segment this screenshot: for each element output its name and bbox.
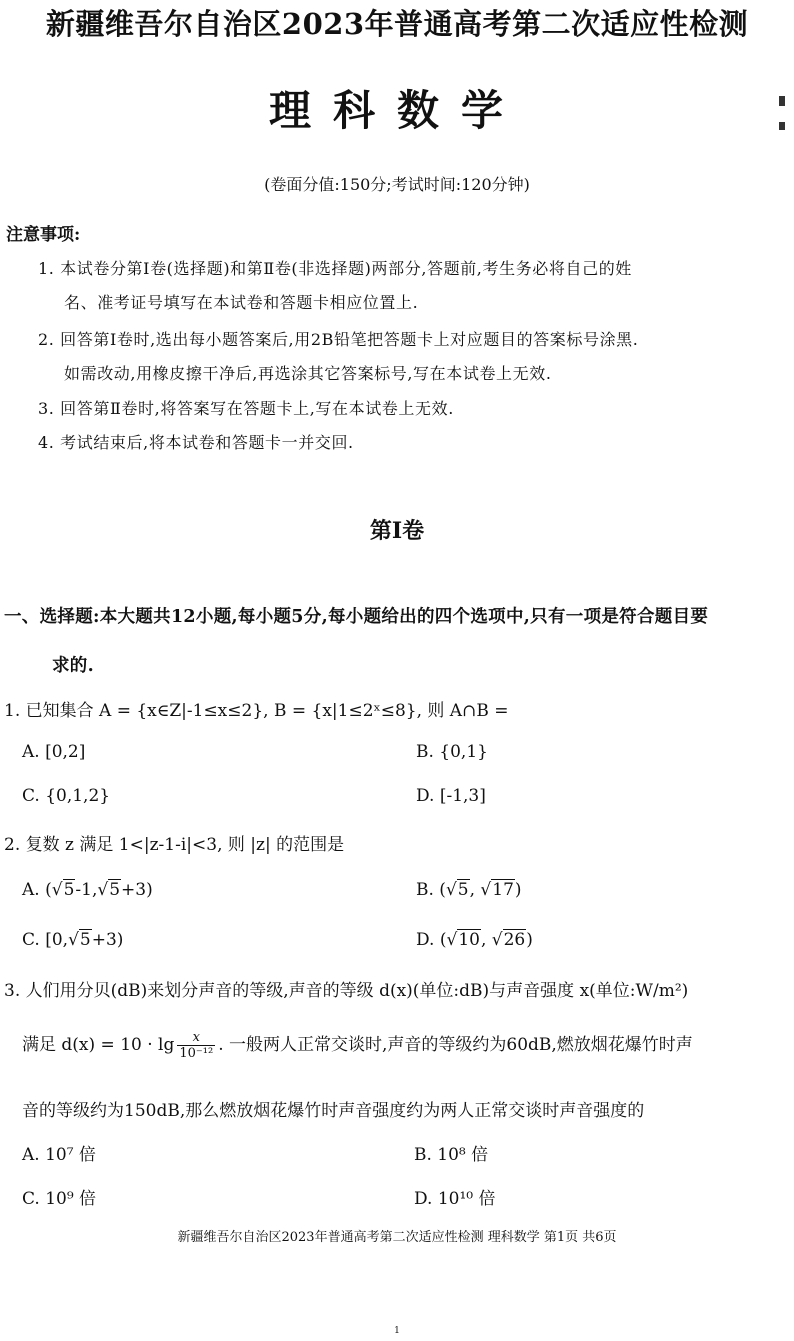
q1-option-d: D. [-1,3] [416,786,486,806]
q2-option-c: C. [0,√5+3) [22,930,124,950]
notice-title: 注意事项: [6,225,81,245]
scan-mark [779,122,785,130]
question-3-line-1: 3. 人们用分贝(dB)来划分声音的等级,声音的等级 d(x)(单位:dB)与声音强度 x(单位:W/m²) [4,981,689,1001]
notice-line: 1. 本试卷分第Ⅰ卷(选择题)和第Ⅱ卷(非选择题)两部分,答题前,考生务必将自己的姓 [38,259,632,278]
q1-option-c: C. {0,1,2} [22,786,111,806]
q1-option-b: B. {0,1} [416,742,488,762]
notice-line: 如需改动,用橡皮擦干净后,再选涂其它答案标号,写在本试卷上无效. [64,364,552,383]
q2-option-a: A. (√5-1,√5+3) [22,880,153,900]
notice-line: 3. 回答第Ⅱ卷时,将答案写在答题卡上,写在本试卷上无效. [38,399,454,418]
exam-header-title: 新疆维吾尔自治区2023年普通高考第二次适应性检测 [45,7,749,41]
scan-mark [779,96,785,106]
subject-title: 理科数学 [268,86,525,135]
q2-option-b: B. (√5, √17) [416,880,522,900]
question-1-stem: 1. 已知集合 A = {x∈Z|-1≤x≤2}, B = {x|1≤2ˣ≤8}, 则 A∩B = [4,701,509,721]
question-3-line-2: 满足 d(x) = 10 · lg $\frac{x}{\text{10⁻¹²}}$ . 一般两人正常交谈时,声音的等级约为60dB,燃放烟花爆竹时声 [22,1030,693,1061]
question-3-line-3: 音的等级约为150dB,那么燃放烟花爆竹时声音强度约为两人正常交谈时声音强度的 [22,1101,645,1121]
page-number: 1 [394,1326,400,1336]
question-2-stem: 2. 复数 z 满足 1<|z-1-i|<3, 则 |z| 的范围是 [4,835,345,855]
q3-option-a: A. 10⁷ 倍 [22,1145,96,1165]
q1-option-a: A. [0,2] [22,742,86,762]
q3-option-d: D. 10¹⁰ 倍 [414,1189,496,1209]
part-heading: 一、选择题:本大题共12小题,每小题5分,每小题给出的四个选项中,只有一项是符合题目要 [4,607,709,627]
q2-option-d: D. (√10, √26) [416,930,533,950]
fraction: $\frac{x}{\text{10⁻¹²}}$ [179,1030,214,1061]
notice-line: 4. 考试结束后,将本试卷和答题卡一并交回. [38,433,354,452]
q3-option-c: C. 10⁹ 倍 [22,1189,97,1209]
q3-option-b: B. 10⁸ 倍 [414,1145,489,1165]
page-footer: 新疆维吾尔自治区2023年普通高考第二次适应性检测 理科数学 第1页 共6页 [177,1230,617,1245]
notice-line: 2. 回答第Ⅰ卷时,选出每小题答案后,用2B铅笔把答题卡上对应题目的答案标号涂黑. [38,330,639,349]
section-title: 第Ⅰ卷 [369,518,425,544]
part-heading-cont: 求的. [52,656,94,676]
exam-meta: (卷面分值:150分;考试时间:120分钟) [264,175,530,194]
notice-line: 名、准考证号填写在本试卷和答题卡相应位置上. [64,293,419,312]
